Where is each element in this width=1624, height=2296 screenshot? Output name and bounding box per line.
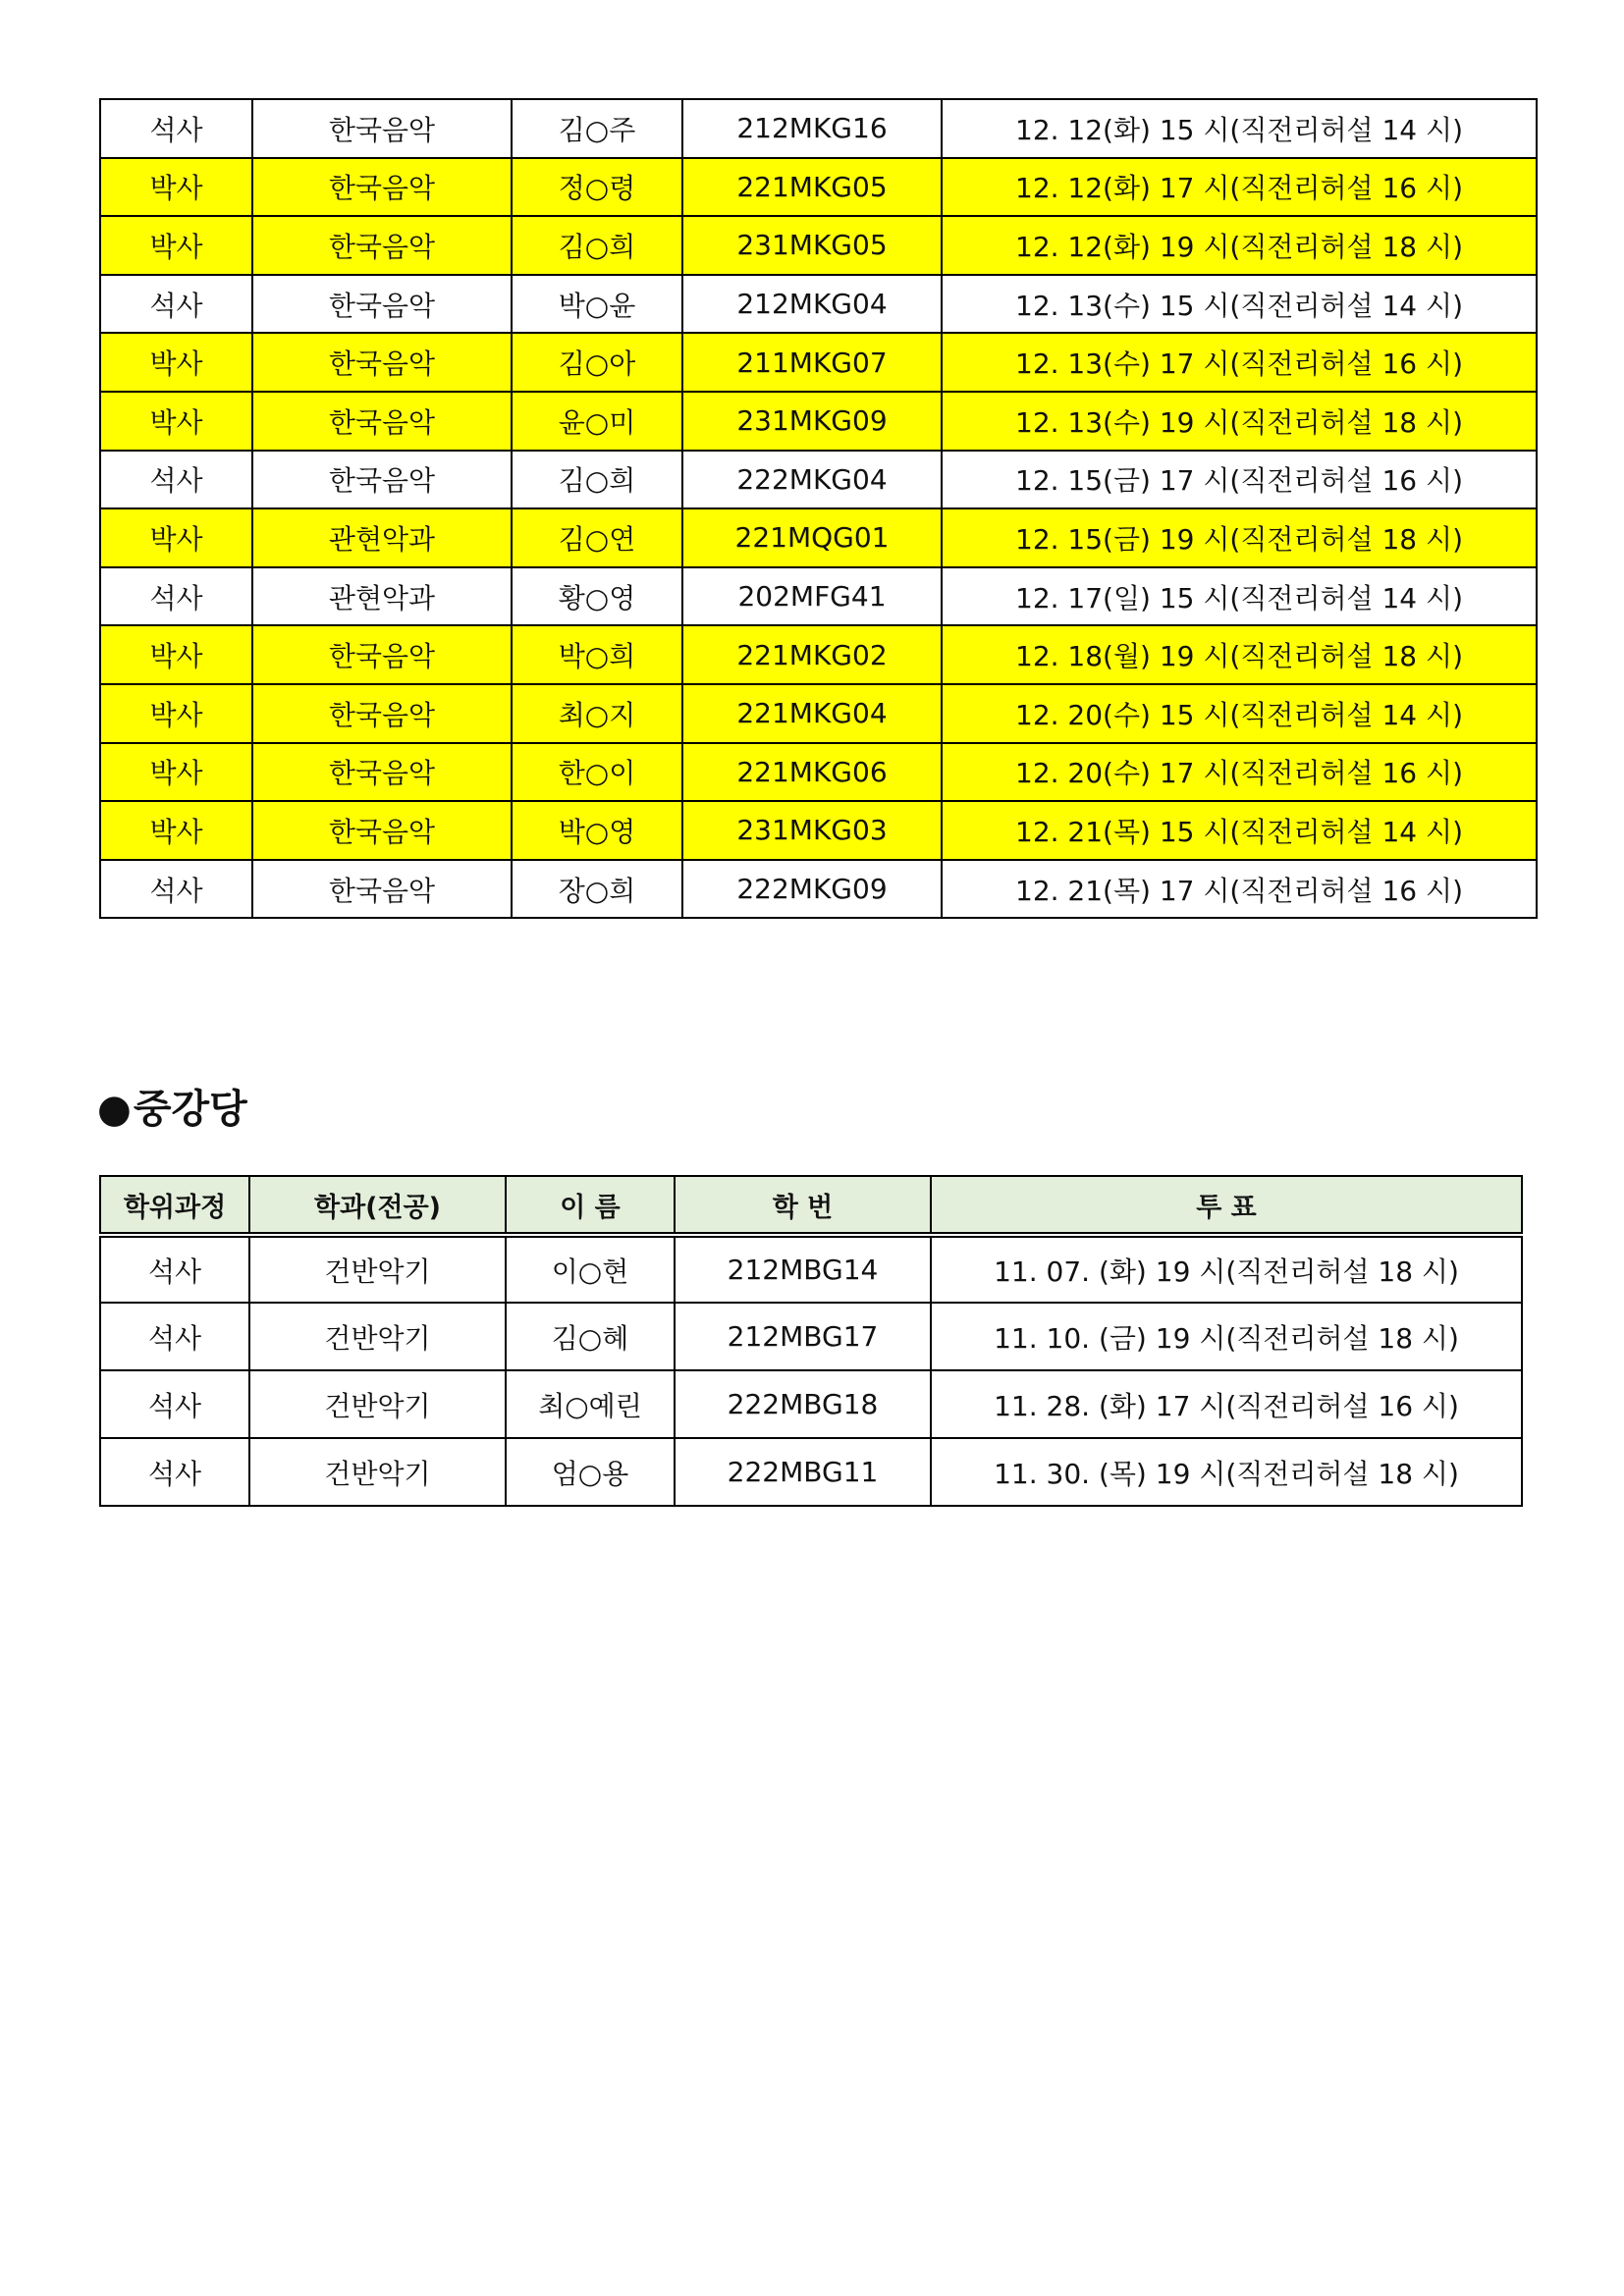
cell-schedule: 12. 17(일) 15 시(직전리허설 14 시) (942, 567, 1537, 626)
cell-department: 한국음악 (252, 451, 512, 509)
cell-schedule: 12. 18(월) 19 시(직전리허설 18 시) (942, 625, 1537, 684)
cell-degree: 석사 (100, 99, 252, 158)
cell-student-id: 221MQG01 (682, 508, 942, 567)
cell-name: 엄○용 (506, 1438, 675, 1506)
cell-department: 한국음악 (252, 216, 512, 275)
cell-schedule: 12. 13(수) 19 시(직전리허설 18 시) (942, 392, 1537, 451)
cell-department: 건반악기 (249, 1235, 506, 1303)
table-row (100, 1303, 1522, 1370)
table-row (100, 158, 1537, 217)
table-row (100, 625, 1537, 684)
cell-department: 건반악기 (249, 1438, 506, 1506)
cell-department: 한국음악 (252, 625, 512, 684)
cell-department: 한국음악 (252, 860, 512, 919)
cell-schedule: 12. 13(수) 15 시(직전리허설 14 시) (942, 275, 1537, 334)
cell-degree: 박사 (100, 684, 252, 743)
table-row (100, 451, 1537, 509)
cell-department: 한국음악 (252, 333, 512, 392)
cell-student-id: 212MBG17 (675, 1303, 931, 1370)
cell-student-id: 222MKG04 (682, 451, 942, 509)
cell-degree: 박사 (100, 392, 252, 451)
cell-student-id: 222MKG09 (682, 860, 942, 919)
cell-degree: 석사 (100, 1370, 249, 1438)
cell-schedule: 12. 21(목) 17 시(직전리허설 16 시) (942, 860, 1537, 919)
cell-schedule: 12. 20(수) 17 시(직전리허설 16 시) (942, 743, 1537, 802)
cell-degree: 석사 (100, 1303, 249, 1370)
cell-department: 한국음악 (252, 275, 512, 334)
cell-schedule: 11. 07. (화) 19 시(직전리허설 18 시) (931, 1235, 1522, 1303)
cell-name: 김○연 (512, 508, 682, 567)
cell-name: 박○영 (512, 801, 682, 860)
table-row (100, 684, 1537, 743)
table-row (100, 1235, 1522, 1303)
cell-student-id: 211MKG07 (682, 333, 942, 392)
table-header-row (100, 1176, 1522, 1235)
cell-name: 장○희 (512, 860, 682, 919)
cell-degree: 박사 (100, 333, 252, 392)
cell-student-id: 231MKG05 (682, 216, 942, 275)
header-student-id: 학 번 (675, 1176, 931, 1235)
header-schedule: 투 표 (931, 1176, 1522, 1235)
table-row (100, 801, 1537, 860)
cell-degree: 석사 (100, 567, 252, 626)
middle-hall-schedule-body (100, 1235, 1522, 1506)
cell-student-id: 221MKG02 (682, 625, 942, 684)
cell-schedule: 12. 15(금) 17 시(직전리허설 16 시) (942, 451, 1537, 509)
header-name: 이 름 (506, 1176, 675, 1235)
cell-student-id: 231MKG09 (682, 392, 942, 451)
cell-student-id: 202MFG41 (682, 567, 942, 626)
cell-schedule: 11. 30. (목) 19 시(직전리허설 18 시) (931, 1438, 1522, 1506)
cell-department: 한국음악 (252, 392, 512, 451)
cell-name: 김○주 (512, 99, 682, 158)
cell-department: 관현악과 (252, 508, 512, 567)
cell-department: 한국음악 (252, 743, 512, 802)
cell-student-id: 221MKG06 (682, 743, 942, 802)
cell-student-id: 231MKG03 (682, 801, 942, 860)
cell-degree: 석사 (100, 860, 252, 919)
cell-department: 한국음악 (252, 801, 512, 860)
cell-schedule: 11. 28. (화) 17 시(직전리허설 16 시) (931, 1370, 1522, 1438)
cell-schedule: 11. 10. (금) 19 시(직전리허설 18 시) (931, 1303, 1522, 1370)
cell-student-id: 222MBG11 (675, 1438, 931, 1506)
table-row (100, 275, 1537, 334)
cell-schedule: 12. 12(화) 15 시(직전리허설 14 시) (942, 99, 1537, 158)
cell-degree: 석사 (100, 1235, 249, 1303)
cell-degree: 박사 (100, 743, 252, 802)
table-row (100, 333, 1537, 392)
cell-department: 건반악기 (249, 1370, 506, 1438)
cell-name: 황○영 (512, 567, 682, 626)
cell-degree: 박사 (100, 801, 252, 860)
header-degree: 학위과정 (100, 1176, 249, 1235)
cell-student-id: 212MKG04 (682, 275, 942, 334)
cell-department: 한국음악 (252, 99, 512, 158)
cell-schedule: 12. 12(화) 17 시(직전리허설 16 시) (942, 158, 1537, 217)
cell-name: 박○윤 (512, 275, 682, 334)
table-row (100, 743, 1537, 802)
cell-name: 박○희 (512, 625, 682, 684)
cell-schedule: 12. 21(목) 15 시(직전리허설 14 시) (942, 801, 1537, 860)
table-row (100, 1370, 1522, 1438)
cell-name: 김○희 (512, 216, 682, 275)
table-row (100, 567, 1537, 626)
cell-schedule: 12. 15(금) 19 시(직전리허설 18 시) (942, 508, 1537, 567)
cell-schedule: 12. 13(수) 17 시(직전리허설 16 시) (942, 333, 1537, 392)
cell-name: 이○현 (506, 1235, 675, 1303)
cell-name: 최○예린 (506, 1370, 675, 1438)
bullet-icon: ● (97, 1087, 132, 1132)
cell-student-id: 222MBG18 (675, 1370, 931, 1438)
section-heading (97, 1080, 247, 1139)
cell-department: 건반악기 (249, 1303, 506, 1370)
recital-schedule-body (100, 99, 1537, 918)
cell-name: 최○지 (512, 684, 682, 743)
table-row (100, 508, 1537, 567)
cell-schedule: 12. 12(화) 19 시(직전리허설 18 시) (942, 216, 1537, 275)
table-row (100, 392, 1537, 451)
cell-student-id: 221MKG05 (682, 158, 942, 217)
cell-name: 한○이 (512, 743, 682, 802)
table-row (100, 99, 1537, 158)
cell-name: 김○희 (512, 451, 682, 509)
table-row (100, 1438, 1522, 1506)
header-department: 학과(전공) (249, 1176, 506, 1235)
cell-degree: 박사 (100, 216, 252, 275)
section-title: 중강당 (133, 1087, 247, 1132)
cell-student-id: 212MKG16 (682, 99, 942, 158)
cell-student-id: 212MBG14 (675, 1235, 931, 1303)
cell-schedule: 12. 20(수) 15 시(직전리허설 14 시) (942, 684, 1537, 743)
cell-name: 김○혜 (506, 1303, 675, 1370)
recital-schedule-table-continued (99, 98, 1538, 919)
cell-department: 한국음악 (252, 158, 512, 217)
table-row (100, 216, 1537, 275)
cell-degree: 석사 (100, 451, 252, 509)
cell-student-id: 221MKG04 (682, 684, 942, 743)
table-row (100, 860, 1537, 919)
cell-degree: 박사 (100, 158, 252, 217)
cell-degree: 박사 (100, 508, 252, 567)
cell-degree: 박사 (100, 625, 252, 684)
cell-degree: 석사 (100, 1438, 249, 1506)
cell-name: 김○아 (512, 333, 682, 392)
middle-hall-schedule-table (99, 1175, 1523, 1507)
cell-department: 한국음악 (252, 684, 512, 743)
cell-name: 정○령 (512, 158, 682, 217)
cell-department: 관현악과 (252, 567, 512, 626)
cell-name: 윤○미 (512, 392, 682, 451)
cell-degree: 석사 (100, 275, 252, 334)
